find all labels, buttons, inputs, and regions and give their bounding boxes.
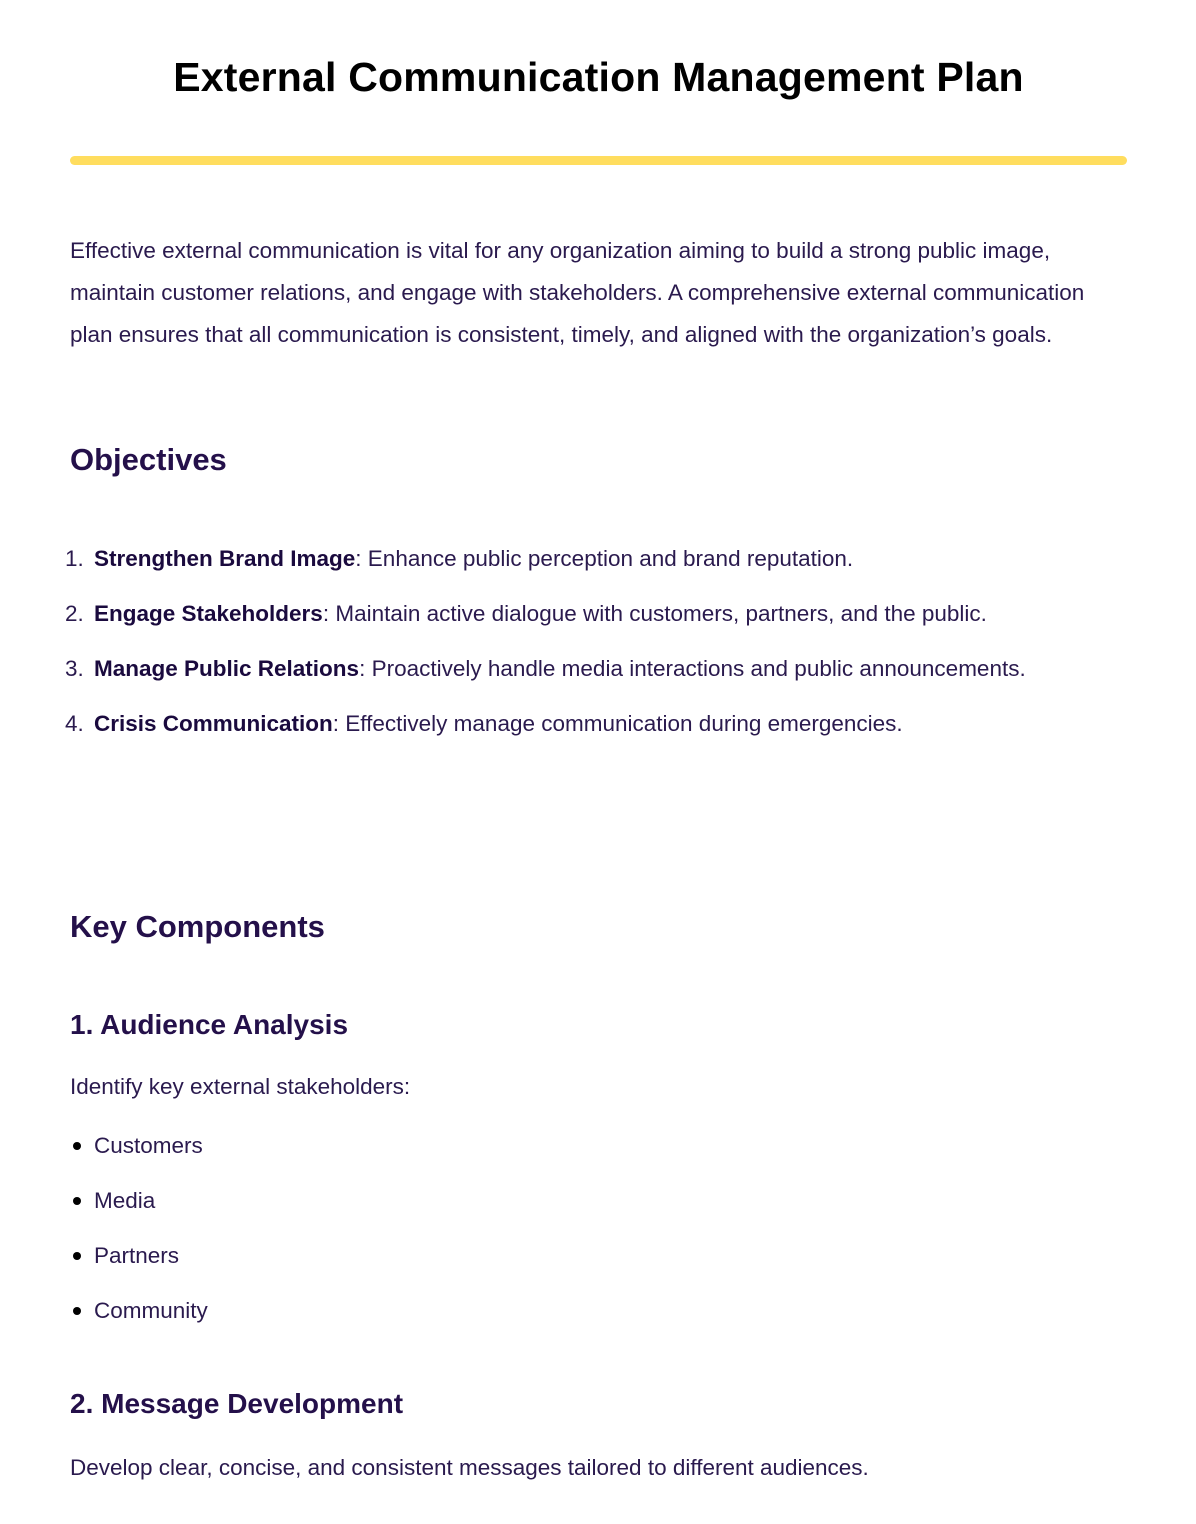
stakeholder-item: Media	[70, 1180, 208, 1222]
title-divider	[70, 156, 1127, 165]
message-development-heading: 2. Message Development	[70, 1388, 404, 1419]
stakeholder-list	[70, 1125, 208, 1345]
objectives-list	[65, 538, 1070, 758]
objective-item: 1. Strengthen Brand Image: Enhance public perception and brand reputation.	[65, 546, 854, 571]
stakeholder-item: Customers	[70, 1125, 208, 1167]
audience-analysis-intro: Identify key external stakeholders:	[70, 1074, 411, 1099]
document-title: External Communication Management Plan	[173, 54, 1024, 100]
objective-term: Crisis Communication	[94, 711, 333, 736]
audience-analysis-heading: 1. Audience Analysis	[70, 1009, 349, 1040]
objective-term: Manage Public Relations	[94, 656, 360, 681]
objective-item: 4. Crisis Communication: Effectively manage communication during emergencies.	[65, 711, 903, 736]
message-development-text: Develop clear, concise, and consistent messages tailored to different audiences.	[70, 1455, 869, 1480]
objectives-heading: Objectives	[70, 442, 227, 477]
objective-item: 2. Engage Stakeholders: Maintain active dialogue with customers, partners, and the public.	[65, 601, 987, 626]
objective-item: 3. Manage Public Relations: Proactively handle media interactions and public announcements.	[65, 656, 1026, 681]
bullet-icon	[73, 1252, 81, 1260]
objective-term: Engage Stakeholders	[94, 601, 323, 626]
bullet-icon	[73, 1142, 81, 1150]
key-components-heading: Key Components	[70, 909, 325, 944]
objective-term: Strengthen Brand Image	[94, 546, 356, 571]
intro-paragraph: Effective external communication is vital for any organization aiming to build a strong public image, maintain customer relations, and engage with stakeholders. A comprehensive external communication plan ensures that all communication is consistent, timely, and aligned with the organization’s goals.	[70, 238, 1085, 347]
stakeholder-item: Partners	[70, 1235, 208, 1277]
bullet-icon	[73, 1307, 81, 1315]
stakeholder-item: Community	[70, 1290, 208, 1332]
bullet-icon	[73, 1197, 81, 1205]
